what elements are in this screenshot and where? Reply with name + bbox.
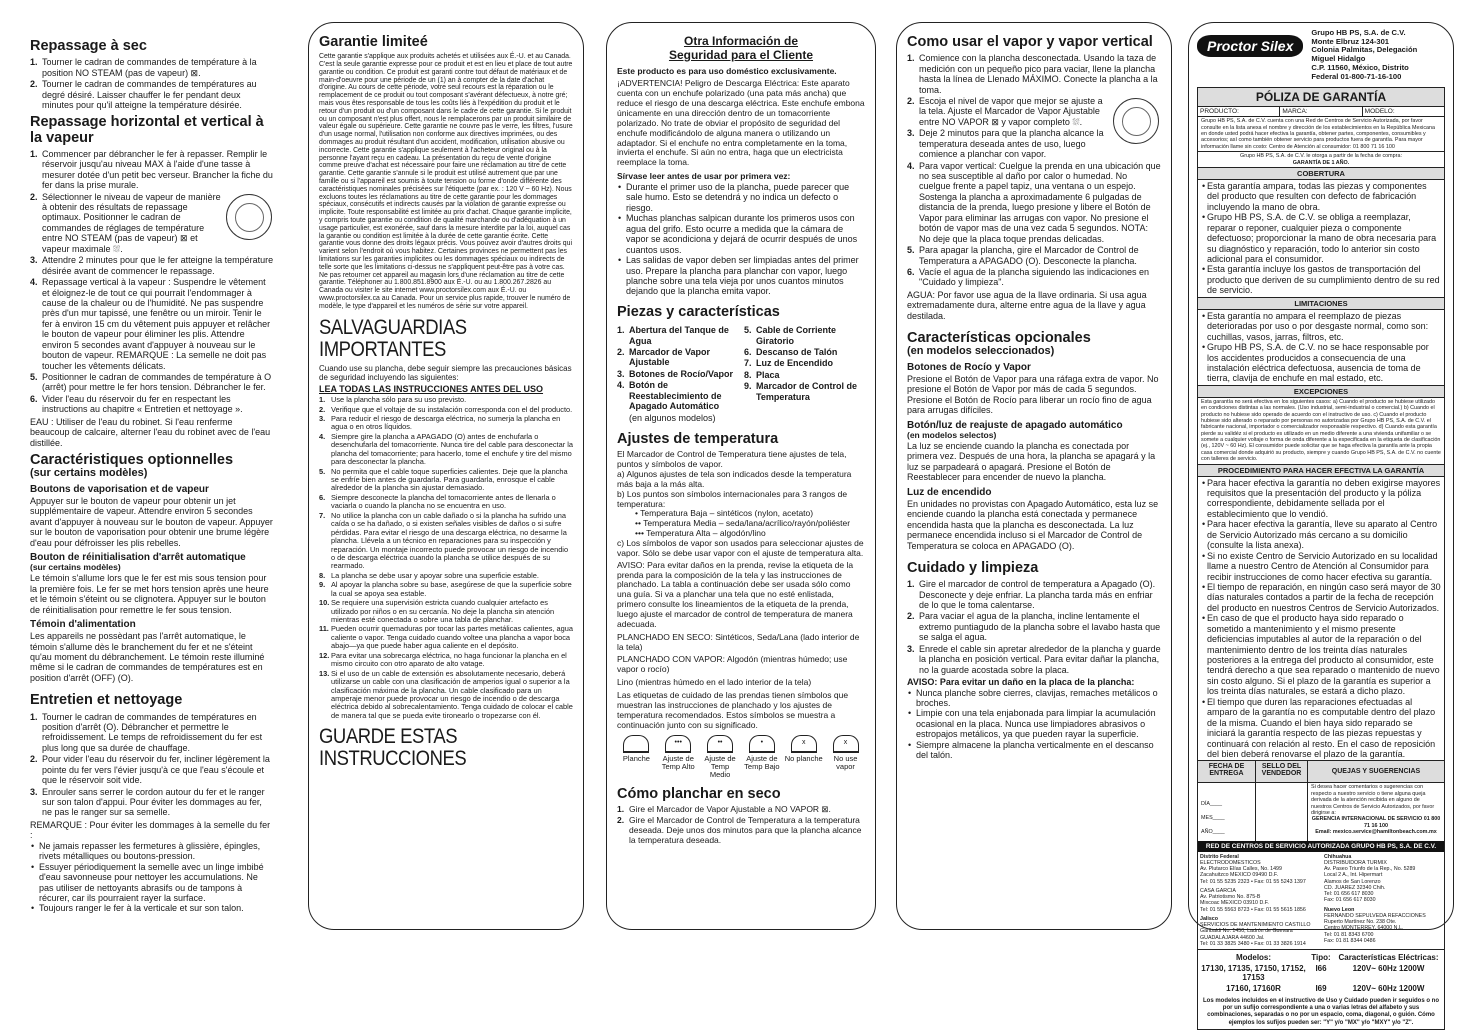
no-steam-icon: x [833, 735, 859, 753]
water-note: AGUA: Por favor use agua de la llave ordinaria. Si usa agua extremadamente dura, alterne entre agua de la llave y agua destilada. [907, 289, 1147, 321]
section-title: Cuidado y limpieza [907, 559, 1039, 576]
list-item: 4. Repassage vertical à la vapeur : Suspendre le vêtement et éloignez-le de tout ce qui pourrait l'endommager à cause de la chaleur ou de l'humidité. Ne pas suspendre près d'un mur tapissé, une fenêtre ou un miroir. Tenir le fer à environ 15 cm du vêtement puis appuyer et relâcher le bouton de vapeur pour éliminer les plis. Attendre environ 5 secondes avant d'appuyer à nouveau sur le bouton de vapeur. REMARQUE : La semelle ne doit pas toucher les vêtements délicats. [30, 277, 271, 371]
policy-header [1197, 29, 1445, 81]
paragraph: b) Los puntos son símbolos internacionales para 3 rangos de temperatura: [617, 488, 848, 509]
bullet-list [907, 688, 1161, 761]
steps-list [30, 712, 274, 818]
policy-intro: Grupo HB PS, S.A. de C.V. cuenta con una Red de Centros de Servicio Autorizada, por favor consulte en la lista anexa el nombre y dirección de los establecimientos en la República Mexicana en donde usted podrá hacer efectiva la garantía, obtener partes, componentes, consumibles y accesorios; así como también obtener servicio para productos fuera de garantía. Para mayor información llame sin costo: Centro de Atención al consumidor: 01 800 71 16 100 [1201, 118, 1436, 150]
limitations-heading: LIMITACIONES [1198, 297, 1444, 310]
list-item: • Esta garantía incluye los gastos de transportación del producto que deriven de su cumplimiento dentro de su red de servicio. [1201, 264, 1441, 295]
delivery-date-column: FECHA DE ENTREGA DÍA____ MES____ AÑO____ [1198, 761, 1256, 840]
section-title: Entretien et nettoyage [30, 692, 183, 709]
steps-list [907, 579, 1161, 675]
list-item: 8. La plancha se debe usar y apoyar sobre una superficie estable. [319, 570, 539, 580]
list-item: • Toujours ranger le fer à la verticale et sur son talon. [30, 903, 274, 913]
paragraph: Presione el Botón de Vapor para una ráfaga extra de vapor. No presione el Botón de Vapor por más de cada 5 segundos. Presione el Botón de Rocío para liberar un rocío fino de agua para arrugas difíciles. [907, 373, 1159, 416]
list-item: • En caso de que el producto haya sido reparado o sometido a mantenimiento y el mismo presente deficiencias imputables al autor de la reparación o del mantenimiento dentro de los treinta días naturales posteriores a la entrega del producto al consumidor, este tendrá derecho a que sea reparado o mantenido de nuevo sin costo alguno. Si el plazo de la garantía es superior a los treinta días naturales, se estará a dicho plazo. [1201, 613, 1441, 697]
delivery-table [1198, 760, 1444, 840]
paragraph: Las etiquetas de cuidado de las prendas tienen símbolos que muestran las instrucciones de planchado y los ajustes de temperatura recomendados. Estos símbolos se muestra a continuación junto con su significado. [617, 690, 849, 730]
read-all-heading: LEA TODAS LAS INSTRUCCIONES ANTES DEL USO [319, 383, 544, 394]
procedure-list [1198, 477, 1444, 761]
list-item: • Las salidas de vapor deben ser limpiadas antes del primer uso. Prepare la plancha para planchar con vapor, luego planche sobre una tela vieja por unos cuantos minutos dejando que la plancha emita vapor. [617, 255, 865, 297]
care-icon-high: ••• Ajuste de Temp Alto [659, 735, 698, 779]
list-item: 10. Se requiere una supervisión estricta cuando cualquier artefacto es utilizado por niños o en su cercanía. No deje la plancha sin atención mientras esté conectada o sobre una tabla de planchar. [319, 598, 555, 625]
table-row: 17130, 17135, 17150, 17152, 17153 I66 120V~ 60Hz 1200W [1201, 964, 1425, 983]
table-row: 17160, 17160R I69 120V~ 60Hz 1200W [1226, 984, 1425, 994]
parts-right [744, 325, 865, 424]
paragraph: Les appareils ne possèdant pas l'arrêt automatique, le témoin s'allume dès le branchement du fer et ne s'éteint qu'au moment du débranchement. Le témoin reste illuminé même si le cadran de commandes de températures est en position d'arrêt (OFF) (O). [30, 631, 265, 683]
paragraph: a) Algunos ajustes de tela son indicados desde la temperatura más baja a la más alta. [617, 468, 852, 489]
temp-item: • Temperatura Baja – sintéticos (nylon, acetato) [635, 508, 814, 519]
iron-medium-icon: •• [707, 735, 733, 753]
procedure-heading: PROCEDIMIENTO PARA HACER EFECTIVA LA GARANTÍA [1198, 464, 1444, 477]
exceptions-text: Esta garantía no será efectiva en los siguientes casos: a) Cuando el producto se hubiese utilizado en condiciones distintas a las normales. (Uso industrial, semi-industrial o comercial.) b) Cuando el producto no hubiese sido operado de acuerdo con el instructivo de uso. c) Cuando el producto hubiese sido alterado o reparado por personas no autorizadas por Grupo HB PS, S.A. de C.V. el fabricante nacional, importador o comercializador responsable respectivo. d) Cuando esta garantía pierde su validéz si el producto es utilizado en un medio diferente a una vivienda unifamiliar o se somete a cualquier voltaje o forma de onda diferente a la especificada en la etiqueta de clasificación (ej., 120V ~ 60 Hz). El consumidor puede solicitar que se haga efectiva la garantía ante la propia casa comercial donde adquirió su producto, siempre y cuando Grupo HB PS, S.A. de C.V. no cuente con talleres de servicio. [1201, 398, 1441, 463]
care-icon-no-iron: x No planche [784, 735, 823, 779]
care-icon-medium: •• Ajuste de Temp Medio [701, 735, 740, 779]
warranty-safeguards-panel [308, 22, 584, 930]
policy-title: PÓLIZA DE GARANTÍA [1198, 88, 1444, 107]
list-item: 1. Tourner le cadran de commandes de températures en position d'arrêt (O). Débrancher et permettre le refroidissement. Le temps de refroidissement du fer est plus long que sa durée de chauffage. [30, 711, 263, 753]
models-header: Modelos: Tipo: Características Eléctricas: [1235, 953, 1439, 963]
list-item: 9. Al apoyar la plancha sobre su base, asegúrese de que la superficie sobre la cual se apoya sea estable. [319, 580, 572, 598]
service-network-heading: RED DE CENTROS DE SERVICIO AUTORIZADA GRUPO HB PS, S.A. DE C.V. [1198, 841, 1444, 852]
list-item: 5. Positionner le cadran de commandes de température à O (arrêt) pour mettre le fer hors tension. Débrancher le fer. [30, 372, 272, 393]
list-item: 13. Si el uso de un cable de extensión es absolutamente necesario, deberá utilizarse un cable con una clasificación de amperios igual o superior a la clasificación máxima de la plancha. Un cable clasificado para un amperaje menor puede provocar un riesgo de incendio o de descarga eléctrica debido al sobrecalentamiento. Tenga cuidado de colocar el cable de manera tal que se pueda evite tironearlo o tropezarse con él. [319, 668, 573, 720]
care-icon-iron: Planche [617, 735, 656, 779]
list-item: 1. Gire el marcador de control de temperatura a Apagado (O). Desconecte y deje enfriar. La plancha tarda más en enfriar de lo que le toma calentarse. [907, 579, 1156, 611]
list-item: 2. Marcador de Vapor Ajustable [617, 346, 711, 368]
paragraph: c) Los símbolos de vapor son usados para seleccionar ajustes de vapor. Sólo se debe usar vapor con el ajuste de temperatura alta. [617, 537, 864, 558]
list-item: • El tiempo de reparación, en ningún caso será mayor de 30 días naturales contados a partir de la fecha de recepción del producto en nuestros Centros de Servicio Autorizados. [1201, 582, 1441, 613]
list-item: • Siempre almacene la plancha verticalmente en el descanso del talón. [907, 740, 1161, 761]
no-iron-icon: x [791, 735, 817, 753]
safeguards-title: SALVAGUARDIAS IMPORTANTES [319, 315, 467, 361]
coverage-heading: COBERTURA [1198, 167, 1444, 180]
spanish-usage-panel [896, 22, 1172, 930]
list-item: • Para hacer efectiva la garantía no deben exigirse mayores requisitos que la presentación del producto y la póliza correspondiente, debidamente sellada por el establecimiento que lo vendió. [1201, 478, 1441, 520]
list-item: 2. Verifique que el voltaje de su instalación corresponda con el del producto. [319, 404, 573, 414]
steps-list [617, 805, 865, 845]
list-item: • Esta garantía ampara, todas las piezas y componentes del producto que resulten con defecto de fabricación incluyendo la mano de obra. [1201, 181, 1441, 212]
note: AVISO: Para evitar un daño en la placa de la plancha: [907, 677, 1135, 688]
product-row [1198, 107, 1444, 117]
list-item: 6. Vider l'eau du réservoir du fer en respectant les instructions au chapitre « Entretien et nettoyage ». [30, 393, 243, 415]
list-item: • Ne jamais repasser les fermetures à glissière, épingles, rivets métalliques ou boutons-pression. [30, 841, 274, 862]
service-centers-left: Distrito Federal ELECTRODOMESTICOS Av. Plutarco Elías Calles, No. 1499 Zacahuitzco MEXICO 09490 D.F. Tel: 01 55 5235 2323 • Fax: 01 55 5243 1397 CASA GARCIA Av. Patriotismo No. 875-B Mixcoac MEXICO 03910 D.F. Tel: 01 55 5563 8723 • Fax: 01 55 5615 1856 Jalisco SERVICIOS DE MANTENIMIENTO CASTILLO Garibaldi No. 1450, Ladrón de Guevara GUADALAJARA 44600 Jal. Tel: 01 33 3825 3480 • Fax: 01 33 3826 1914 [1200, 853, 1311, 947]
model-field: MODELO: [1364, 108, 1395, 116]
care-label-icons [617, 735, 865, 779]
models-table [1198, 949, 1444, 996]
temp-item: ••• Temperatura Alta – algodón/lino [635, 528, 766, 539]
section-title: Piezas y características [617, 303, 780, 320]
list-item: 5. No permita que el cable toque superficies calientes. Deje que la plancha se enfríe bien antes de guardarla. Para guardarla, enrosque el cable alrededor de la plancha sin ajustar demasiado. [319, 466, 568, 493]
bullet-list [30, 841, 274, 914]
warranty-policy-panel [1188, 22, 1454, 1026]
warranty-text: Cette garantie s'applique aux produits achetés et utilisées aux É.-U. et au Canada. C'est la seule garantie expresse pour ce produit et est en lieu et place de tout autre garantie ou condition. Ce produit est garanti contre tout défaut de matériaux et de main-d'oeuvre pour une période de un (1) an à compter de la date d'achat d'origine. Au cours de cette période, votre seul recours est la réparation ou le remplacement de ce produit ou tout composant s'avérant défectueux, à notre gré; mais vous êtes responsable de tous les coûts liés à l'expédition du produit et le retour d'un produit ou d'un composant dans le cadre de cette garantie. Si le produit ou un composant n'est plus offert, nous le remplacerons par un produit similaire de valeur égale ou supérieure. Cette garantie ne couvre pas le verre, les filtres, l'usure d'un usage normal, l'utilisation non conforme aux directives imprimées, ou des dommages au produit résultant d'un accident, modification, utilisation abusive ou incorrecte. Cette garantie s'applique seulement à l'acheteur original ou à la personne l'ayant reçu en cadeau. La présentation du reçu de vente d'origine comme preuve d'achat est nécessaire pour faire une réclamation au titre de cette garantie. Cette garantie s'annule si le produit est utilisé autrement que par une famille ou si l'appareil est soumis à toute tension ou forme d'onde différente des caractéristiques nominales précisées sur l'étiquette (par ex. : 120 V ~ 60 Hz). Nous excluons toutes les réclamations au titre de cette garantie pour les dommages spéciaux, consécutifs et indirects causés par la violation de garantie expresse ou implicite. Toute responsabilité est limitée au prix d'achat. Chaque garantie implicite, y compris toute garantie ou condition de qualité marchande ou d'adéquation à un usage particulier, est exonérée, sauf dans la mesure interdite par la loi, auquel cas la garantie ou condition est limitée à la durée de cette garantie écrite. Cette garantie vous donne des droits légaux précis. Vous pouvez avoir d'autres droits qui varient selon l'endroit où vous habitez. Certaines provinces ne permettent pas les limitations sur les garanties implicites ou les dommages spéciaux ou indirects de telle sorte que les limitations ci-dessus ne s'appliquent peut-être pas à votre cas. Ne pas retourner cet appareil au magasin lors d'une réclamation au titre de cette garantie. Téléphoner au 1.800.851.8900 aux É.-U. ou au 1.800.267.2826 au Canada ou visiter le site internet www.proctorsilex.com aux É.-U. ou www.proctorsilex.ca au Canada. Pour un service plus rapide, trouver le numéro de modèle, le type d'appareil et les numéros de série sur votre appareil. [319, 53, 573, 310]
brand-field: MARCA: [1280, 107, 1362, 116]
list-item: 1. Gire el Marcador de Vapor Ajustable a NO VAPOR ⊠. [617, 804, 831, 815]
policy-box [1197, 87, 1445, 1029]
list-item: • El tiempo que duren las reparaciones efectuadas al amparo de la garantía no es computable dentro del plazo de la misma. Cuando el bien haya sido reparado se iniciará la garantía respecto de las piezas repuestas y continuará con relación al resto. En el caso de reposición del bien deberá renovarse el plazo de la garantía. [1201, 697, 1441, 760]
list-item: 2. Pour vider l'eau du réservoir du fer, incliner légèrement la pointe du fer vers l'évier jusqu'à ce que l'eau s'écoule et que le réservoir soit vide. [30, 754, 270, 786]
list-item: 3. Enrouler sans serrer le cordon autour du fer et le ranger sur son talon d'appui. Pour éviter les dommages au fer, ne pas le ranger sur sa semelle. [30, 786, 265, 818]
section-title: Garantie limiteé [319, 34, 428, 50]
list-item: 5. Cable de Corriente Giratorio [744, 325, 837, 346]
paragraph: En unidades no provistas con Apagado Automático, esta luz se enciende cuando la plancha está conectada y permanece encendida hasta que la plancha es desconectada. La luz permanece encendida incluso si el Marcador de Control de Temperatura se coloca en APAGADO (O). [907, 498, 1159, 551]
company-address: Grupo HB PS, S.A. de C.V. Monte Elbruz 124-301 Colonia Palmitas, Delegación Miguel Hidalgo C.P. 11560, México, Distrito Federal 01-800-71-16-100 [1311, 28, 1418, 81]
steps-list [30, 57, 274, 110]
parts-list [617, 323, 865, 426]
steps-list [30, 149, 274, 415]
list-item: • Limpie con una tela enjabonada para limpiar la acumulación ocasional en la placa. Nunca use limpiadores abrasivos o estropajos metálicos, ya que pueden rayar la superficie. [907, 708, 1161, 739]
list-item: • Esta garantía no ampara el reemplazo de piezas deterioradas por uso o por desgaste normal, como son: cuchillas, vasos, jarras, filtros, etc. [1201, 311, 1441, 342]
list-item: 1. Comience con la plancha desconectada. Usando la taza de medición con un pequeño pico para vaciar, llene la plancha hasta la línea de Llenado MÁXIMO. Conecte la plancha a la toma. [907, 53, 1158, 95]
list-item: 11. Pueden ocurrir quemaduras por tocar las partes metálicas calientes, agua caliente o vapor. Tenga cuidado cuando voltee una plancha a vapor boca abajo—ya que puede haber agua caliente en el depósito. [319, 624, 573, 651]
product-field: PRODUCTO: [1198, 107, 1280, 116]
coverage-list [1198, 180, 1444, 297]
list-item: 3. Attendre 2 minutes pour que le fer atteigne la température désirée avant de commencer le repassage. [30, 255, 274, 276]
water-note: EAU : Utiliser de l'eau du robinet. Si l'eau renferme beaucoup de calcaire, alterner l'eau du robinet avec de l'eau distillée. [30, 416, 271, 448]
safeguards-list [319, 396, 573, 720]
section-title: Como usar el vapor y vapor vertical [907, 34, 1153, 50]
list-item: 3. Enrede el cable sin apretar alrededor de la plancha y guarde la plancha en posición vertical. Para evitar dañar la plancha, no la guarde acostada sobre la placa. [907, 643, 1161, 675]
list-item: 12. Para evitar una sobrecarga eléctrica, no haga funcionar la plancha en el mismo circuito con otro aparato de alto vatage. [319, 650, 567, 669]
list-item: 5. Para apagar la plancha, gire el Marcador de Control de Temperatura a APAGADO (O). Desconecte la plancha. [907, 245, 1139, 266]
list-item: • Durante el primer uso de la plancha, puede parecer que sale humo. Esto se detendrá y no indica un defecto o riesgo. [617, 182, 865, 213]
section-title: Ajustes de temperatura [617, 431, 779, 448]
paragraph: Lino (mientras húmedo en el lado interior de la tela) [617, 677, 812, 688]
iron-high-icon: ••• [665, 735, 691, 753]
list-item: • Grupo HB PS, S.A. de C.V. se obliga a reemplazar, reparar o reponer, cualquier pieza o componente defectuoso; proporcionar la mano de obra necesaria para su diagnóstico y reparación, todo lo anterior sin costo adicional para el consumidor. [1201, 212, 1441, 264]
save-instructions-title: GUARDE ESTAS INSTRUCCIONES [319, 725, 467, 771]
list-item: 1. Abertura del Tanque de Agua [617, 325, 729, 346]
care-icon-no-steam: x No use vapor [826, 735, 865, 779]
list-item: 3. Botones de Rocío/Vapor [617, 368, 734, 379]
list-item: 1. Tourner le cadran de commandes de température à la position NO STEAM (pas de vapeur) ⊠. [30, 57, 257, 78]
list-item: 3. Deje 2 minutos para que la plancha alcance la temperatura deseada antes de uso, luego comience a planchar con vapor. [907, 128, 1104, 160]
list-item: 4. Para vapor vertical: Cuelgue la prenda en una ubicación que no sea susceptible al daño por calor o humedad. No cuelgue frente a papel tapiz, una ventana o un espejo. Sostenga la plancha a aproximadamente 6 pulgadas de distancia de la prenda, luego presione y libere el Botón de Vapor para eliminar las arrugas con vapor. No presione el botón de vapor mas de una vez cada 5 segundos. NOTA: No deje que la placa toque prendas delicadas. [907, 160, 1161, 244]
paragraph: Appuyer sur le bouton de vapeur pour obtenir un jet supplémentaire de vapeur. Attendre environ 5 secondes avant d'appuyer à nouveau sur le bouton de vapeur. Appuyer sur le bouton de vaporisation pour obtenir une brume légère d'eau pour défroisser les plis rebelles. [30, 495, 273, 548]
subsection-title: Luz de encendido [907, 486, 992, 498]
list-item: 3. Para reducir el riesgo de descarga eléctrica, no sumerja la plancha en agua o en otros líquidos. [319, 413, 561, 432]
list-item: 6. Siempre desconecte la plancha del tomacorriente antes de llenarla o vaciarla o cuando la plancha no se encuentra en uso. [319, 492, 556, 511]
list-item: 2. Gire el Marcador de Control de Temperatura a la temperatura deseada. Deje unos dos minutos para que la plancha alcance la temperatura deseada. [617, 815, 862, 845]
section-title: Repassage horizontal et vertical à la vapeur [30, 114, 264, 146]
paragraph: Cuando use su plancha, debe seguir siempre las precauciones básicas de seguridad incluyendo las siguientes: [319, 363, 572, 382]
section-title: Caractéristiques optionnelles (sur certains modèles) [30, 452, 234, 480]
paragraph: Este producto es para uso doméstico exclusivamente. [617, 65, 837, 76]
list-item: 9. Marcador de Control de Temperatura [744, 381, 858, 402]
subsection-title: Boutons de vaporisation et de vapeur [30, 483, 209, 495]
list-item: 4. Botón de Reestablecimiento de Apagado Automático [617, 380, 722, 412]
paragraph: AVISO: Para evitar daños en la prenda, revise la etiqueta de la prenda para la composición de la tela y las instrucciones de planchado. La tabla a continuación debe ser usada sólo como una guía. Si va a planchar una tela que no esté enlistada, primero consulte los lineamientos de la etiqueta de la prenda, luego ajuste el marcador de control de temperatura de manera adecuada. [617, 559, 854, 629]
list-item: • Grupo HB PS, S.A. de C.V. no se hace responsable por los accidentes producidos a consecuencia de una instalación eléctrica defectuosa, ausencia de toma de tierra, clavija de enchufe en mal estado, etc. [1201, 342, 1441, 384]
list-item: • Essuyer périodiquement la semelle avec un linge imbibé d'eau savonneuse pour nettoyer les accumulations. Ne pas utiliser de nettoyants abrasifs ou de tampons à récurer, car ils pourraient rayer la surface. [30, 862, 274, 904]
list-item: 2. Sélectionner le niveau de vapeur de manière à obtenir des résultats de repassage optimaux. Positionner le cadran de commandes de réglages de température entre NO STEAM (pas de vapeur) ⊠ et vapeur maximale ⛆. [30, 192, 274, 255]
list-item: 8. Placa [744, 369, 780, 380]
list-item: 6. Vacíe el agua de la plancha siguiendo las indicaciones en "Cuidado y limpieza". [907, 266, 1149, 288]
temperature-dial-icon [226, 194, 272, 240]
models-note: Los modelos incluidos en el instructivo de Uso y Cuidado pueden ir seguidos o no por un sufijo correspondiente a una o varias letras del alfabeto y sus combinaciones, separadas o no por un espacio, coma, diagonal, o guión. Cómo ejemplos los sufijos pueden ser: "Y" y/o "MX" y/o "MXY" y/o "Z". [1202, 998, 1440, 1026]
section-title: Cómo planchar en seco [617, 786, 781, 803]
paragraph: PLANCHADO EN SECO: Sintéticos, Seda/Lana (lado interior de la tela) [617, 631, 860, 652]
bullet-list [617, 182, 865, 297]
list-item: • Muchas planchas salpican durante los primeros usos con agua del grifo. Esto ocurre a medida que la cámara de vapor se acondiciona y dejará de ocurrir después de unos cuantos usos. [617, 213, 865, 255]
list-item: • Si no existe Centro de Servicio Autorizado en su localidad llame a nuestro Centro de Atención al Consumidor para recibir instrucciones de como hacer efectiva su garantía. [1201, 551, 1441, 582]
steps-list [907, 53, 1161, 288]
list-item: 2. Escoja el nivel de vapor que mejor se ajuste a la tela. Ajuste el Marcador de Vapor Ajustable entre NO VAPOR ⊠ y vapor completo ⛆. [907, 96, 1161, 127]
list-item: 7. No utilice la plancha con un cable dañado o si la plancha ha sufrido una caída o se ha dañado, o si existen señales visibles de daños o si sufre pérdidas. Para evitar el riesgo de una descarga eléctrica, no desarme la plancha. Llévela a un técnico en reparaciones para su inspección y reparación. Un montaje incorrecto puede provocar un riesgo de incendio o de descarga eléctrica cuando la plancha se utilice después de su rearmado. [319, 510, 569, 571]
exceptions-heading: EXCEPCIONES [1198, 385, 1444, 398]
note: REMARQUE : Pour éviter les dommages à la semelle du fer : [30, 819, 271, 841]
parts-left [617, 325, 738, 424]
subsection-title: Botón/luz de reajuste de apagado automático (en modelos selectos) [907, 419, 1123, 440]
list-item: 7. Luz de Encendido [744, 358, 834, 369]
subsection-title: Botones de Rocío y Vapor [907, 361, 1031, 373]
complaints-column: QUEJAS Y SUGERENCIAS Si desea hacer comentarios o sugerencias con respecto a nuestro servicio o tiene alguna queja derivada de la atención recibida en alguno de nuestros Centros de Servicio Autorizados, por favor dirigirse a: GERENCIA INTERNACIONAL DE SERVICIO 01 800 71 16 100 Email: mexico.service@hamiltonbeach.com.mx [1308, 761, 1444, 840]
list-item: 4. Siempre gire la plancha a APAGADO (O) antes de enchufarla o desenchufarla del tomacorriente. Nunca tire del cable para desconectar la plancha del tomacorriente; para hacerlo, tome el enchufe y tire del mismo para desconectar la plancha. [319, 431, 573, 467]
brand-logo: Proctor Silex [1197, 35, 1303, 57]
paragraph: PLANCHADO CON VAPOR: Algodón (mientras húmedo; use vapor o rocío) [617, 654, 848, 675]
iron-icon [623, 735, 649, 753]
warning-text: ¡ADVERTENCIA! Peligro de Descarga Eléctrica: Este aparato cuenta con un enchufe polarizado (una pata más ancha) que reduce el riesgo de una descarga eléctrica. Este enchufe embona únicamente en una dirección dentro de un tomacorriente polarizado. No trate de obviar el propósito de seguridad del enchufe modificándolo de alguna manera o utilizando un adaptador. Si el enchufe no entra completamente en la toma, invierta el enchufe. Si aún no entra, haga que un electricista reemplace la toma. [617, 78, 865, 168]
spanish-info-panel [606, 22, 876, 930]
service-centers-right: Chihuahua DISTRIBUIDORA TURMIX Av. Paseo Triunfo de la Rep., No. 5289 Local 2 A., Int. Hipermart Alamos de San Lorenzo CD. JUAREZ 32340 Chih. Tel: 01 656 617 8030 Fax: 01 656 617 8030 Nuevo Leon FERNANDO SEPULVEDA REFACCIONES Ruperto Martínez No. 238 Ote. Centro MONTERREY, 64000 N.L. Tel: 01 81 8343 6700 Fax: 01 81 8344 0486 [1324, 853, 1426, 944]
service-centers [1198, 852, 1444, 950]
list-item: • Nunca planche sobre cierres, clavijas, remaches metálicos o broches. [907, 688, 1161, 709]
seller-stamp-column: SELLO DEL VENDEDOR [1256, 761, 1308, 840]
safety-info-title: Otra Información de Seguridad para el Cliente [668, 34, 814, 62]
list-item: 2. Tourner le cadran de commandes de températures au degré désiré. Laisser chauffer le fer pendant deux minutes pour qu'il atteigne la température désirée. [30, 79, 257, 110]
section-title: Repassage à sec [30, 38, 147, 54]
list-item: 1. Use la plancha sólo para su uso previsto. [319, 395, 467, 405]
subsection-title: Bouton de réinitialisation d'arrêt automatique (sur certains modèles) [30, 552, 246, 573]
list-item: 2. Para vaciar el agua de la plancha, incline lentamente el extremo puntiagudo de la plancha sobre el lavabo hasta que se salga el agua. [907, 611, 1161, 643]
paragraph: Le témoin s'allume lors que le fer est mis sous tension pour la première fois. Le fer se met hors tension après une heure et le témoin s'éteint ou se clignotera. Appuyer sur le bouton de réinitialisation pour remettre le fer sous tension. [30, 573, 269, 615]
limitations-list [1198, 310, 1444, 385]
temp-item: •• Temperatura Media – seda/lana/acrílico/rayón/poliéster [635, 518, 851, 529]
french-panel-left [22, 22, 284, 930]
list-item: (en algunos modelos) [629, 412, 716, 423]
list-item: 1. Commencer par débrancher le fer à repasser. Remplir le réservoir jusqu'au niveau MAX à l'aide d'une tasse à mesurer dotée d'un petit bec verseur. Brancher la fiche du fer dans la prise murale. [30, 148, 273, 191]
subsection-title: Témoin d'alimentation [30, 619, 136, 631]
policy-grant: Grupo HB PS, S.A. de C.V. le otorga a partir de la fecha de compra: GARANTÍA DE 1 AÑO. [1198, 151, 1444, 167]
paragraph: Sírvase leer antes de usar por primera vez: [617, 171, 791, 182]
paragraph: El Marcador de Control de Temperatura tiene ajustes de tela, puntos y símbolos de vapor. [617, 449, 847, 470]
list-item: 6. Descanso de Talón [744, 346, 838, 357]
paragraph: La luz se enciende cuando la plancha es conectada por primera vez. Después de una hora, la plancha se apagará y la luz se parpadeará o apagará. Presione el Botón de Reestablecer para encender de nuevo la plancha. [907, 441, 1156, 483]
iron-low-icon: • [749, 735, 775, 753]
list-item: • Para hacer efectiva la garantía, lleve su aparato al Centro de Servicio Autorizado más cercano a su domicilio (consulte la lista anexa). [1201, 519, 1441, 550]
section-title: Características opcionales (en modelos seleccionados) [907, 330, 1091, 358]
care-icon-low: • Ajuste de Temp Bajo [742, 735, 781, 779]
